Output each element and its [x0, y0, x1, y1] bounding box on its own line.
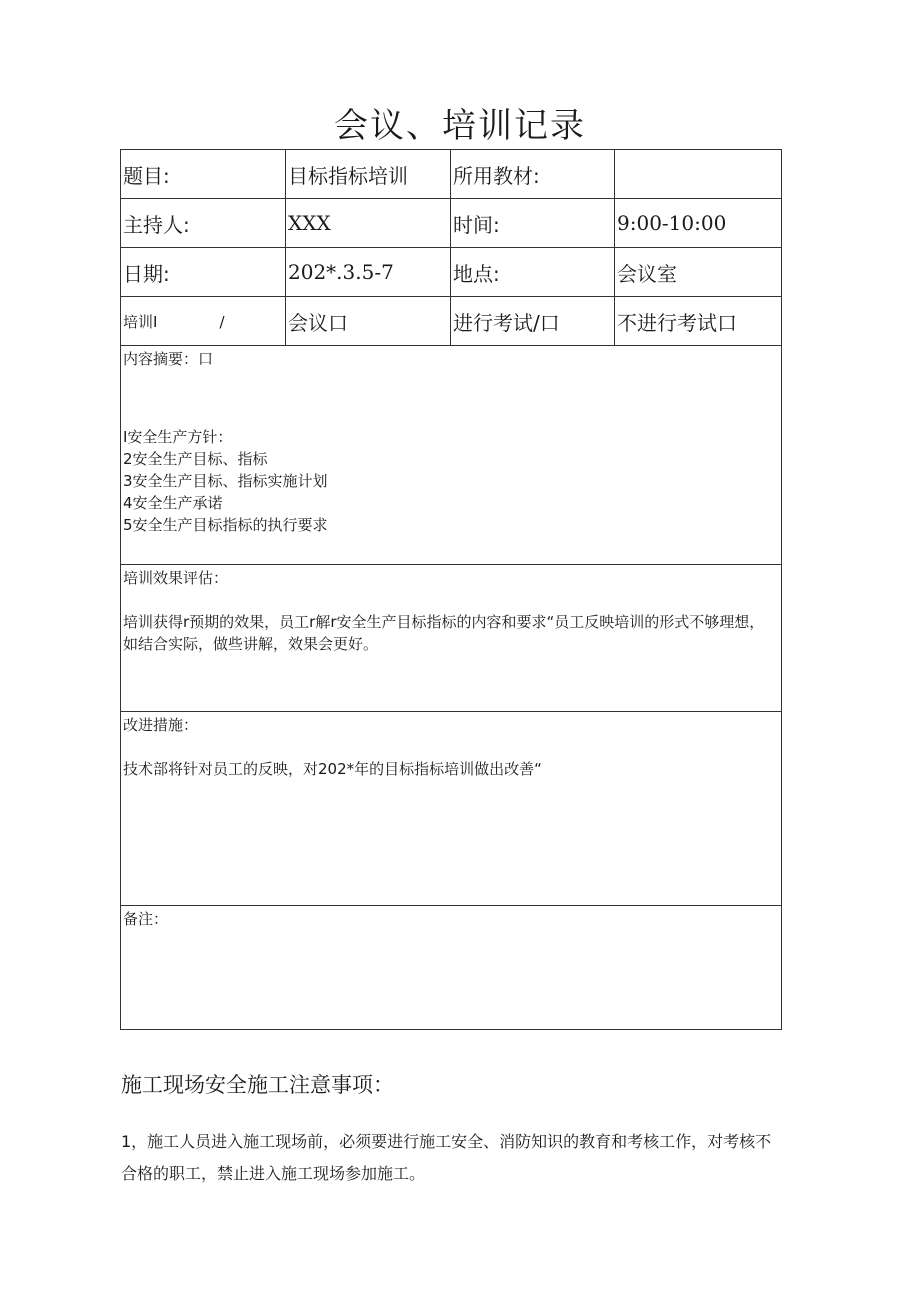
summary-item: 5安全生产目标指标的执行要求	[123, 516, 328, 534]
materials-value	[615, 150, 782, 199]
summary-item: 4安全生产承诺	[123, 494, 223, 512]
evaluation-body: 培训获得r预期的效果，员工r解r安全生产目标指标的内容和要求“员工反映培训的形式不够理想，如结合实际，做些讲解，效果会更好。	[123, 613, 765, 653]
topic-value: 目标指标培训	[286, 150, 451, 199]
time-label: 时间:	[451, 199, 615, 248]
remarks-row	[121, 906, 782, 1030]
safety-note-item: 1，施工人员进入施工现场前，必须要进行施工安全、消防知识的教育和考核工作，对考核不合格的职工，禁止进入施工现场参加施工。	[121, 1132, 772, 1183]
summary-item: I安全生产方针：	[123, 428, 233, 446]
topic-label: 题目:	[121, 150, 286, 199]
host-label: 主持人:	[121, 199, 286, 248]
training-type-cell	[121, 297, 286, 346]
remarks-heading: 备注：	[123, 910, 169, 928]
summary-row	[121, 346, 782, 565]
training-type-label: 培训I	[123, 312, 158, 331]
host-row	[121, 199, 782, 248]
date-row	[121, 248, 782, 297]
date-value: 202*.3.5-7	[286, 248, 451, 297]
option-meeting: 会议口	[286, 297, 451, 346]
evaluation-row	[121, 565, 782, 712]
summary-cell	[121, 346, 782, 565]
location-label: 地点:	[451, 248, 615, 297]
type-separator: /	[219, 312, 225, 331]
host-value: XXX	[286, 199, 451, 248]
type-row	[121, 297, 782, 346]
evaluation-heading: 培训效果评估：	[123, 569, 229, 587]
record-table	[120, 149, 782, 1030]
improvement-heading: 改进措施：	[123, 716, 199, 734]
summary-item: 2安全生产目标、指标	[123, 450, 268, 468]
topic-row	[121, 150, 782, 199]
improvement-row	[121, 712, 782, 906]
option-no-exam: 不进行考试口	[615, 297, 782, 346]
summary-heading: 内容摘要：口	[123, 350, 214, 368]
time-value: 9:00-10:00	[615, 199, 782, 248]
page-title: 会议、培训记录	[334, 106, 586, 146]
improvement-body: 技术部将针对员工的反映，对202*年的目标指标培训做出改善“	[123, 760, 542, 778]
safety-notes-heading: 施工现场安全施工注意事项：	[121, 1073, 394, 1097]
materials-label: 所用教材:	[451, 150, 615, 199]
remarks-cell	[121, 906, 782, 1030]
summary-item: 3安全生产目标、指标实施计划	[123, 472, 328, 490]
location-value: 会议室	[615, 248, 782, 297]
option-exam: 进行考试/口	[451, 297, 615, 346]
date-label: 日期:	[121, 248, 286, 297]
improvement-cell	[121, 712, 782, 906]
evaluation-cell	[121, 565, 782, 712]
